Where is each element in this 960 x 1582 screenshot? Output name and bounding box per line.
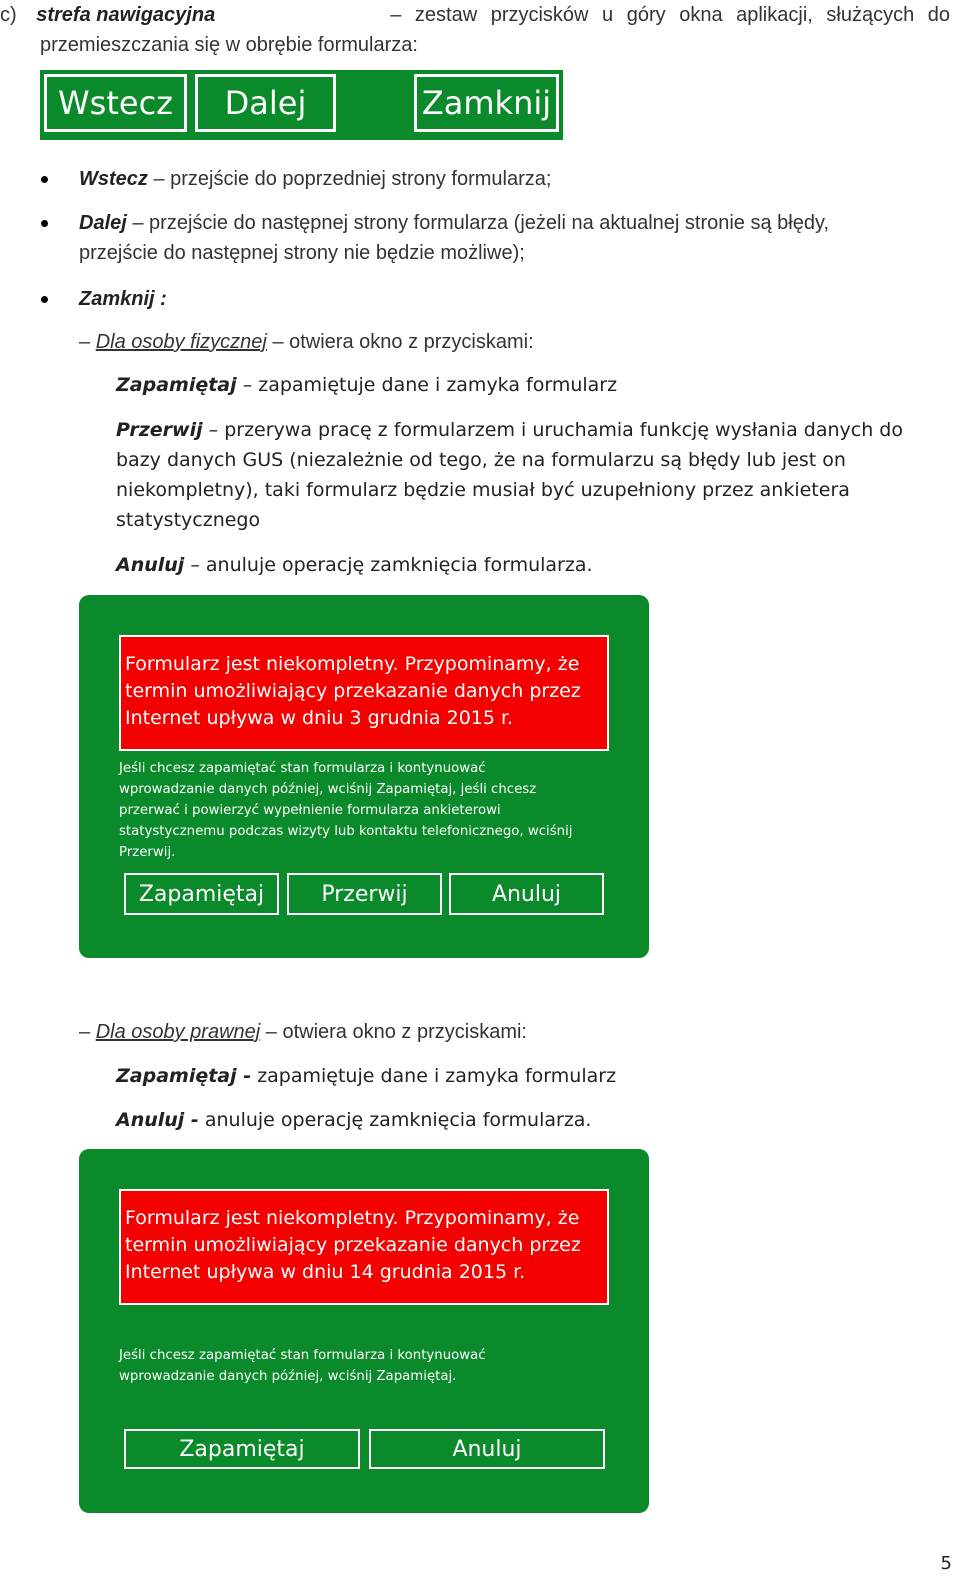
option-term: Zapamiętaj - <box>116 1065 252 1087</box>
back-button[interactable]: Wstecz <box>44 74 187 132</box>
option-interrupt <box>116 415 903 445</box>
option-term: Anuluj <box>116 554 185 576</box>
dialog-info: Jeśli chcesz zapamiętać stan formularza i kontynuować wprowadzanie danych później, wciśnij Zapamiętaj, jeśli chcesz przerwać i powierzyć wypełnienie formularza ankieterowi statystycznemu podczas wizyty lub kontaktu telefonicznego, wciśnij Przerwij. <box>119 761 573 860</box>
dialog-legal-person <box>79 1149 649 1513</box>
save-button[interactable]: Zapamiętaj <box>124 873 279 915</box>
dash: – <box>79 331 91 353</box>
cancel-button[interactable]: Anuluj <box>449 873 604 915</box>
bullet-term: Dalej <box>79 212 127 234</box>
interrupt-button[interactable]: Przerwij <box>287 873 442 915</box>
option-text-cont: niekompletny), taki formularz będzie musiał być uzupełniony przez ankietera <box>116 479 850 501</box>
section-line1-rest: – zestaw przycisków u góry okna aplikacji, służących do <box>390 4 950 26</box>
page-number: 5 <box>940 1553 952 1574</box>
bullet-text: – przejście do następnej strony formularza (jeżeli na aktualnej stronie są błędy, <box>132 212 830 234</box>
bullet-text: – przejście do poprzedniej strony formularza; <box>153 168 552 190</box>
section-c-heading <box>0 0 960 30</box>
option-text: zapamiętuje dane i zamyka formularz <box>257 1065 617 1087</box>
cancel-button[interactable]: Anuluj <box>369 1429 605 1469</box>
bullet-next <box>79 208 829 238</box>
option-text: – zapamiętuje dane i zamyka formularz <box>242 374 618 396</box>
natural-person-rest: – otwiera okno z przyciskami: <box>272 331 534 353</box>
legal-person-link: Dla osoby prawnej <box>95 1021 261 1043</box>
legal-person-line <box>79 1017 527 1047</box>
dialog-info: Jeśli chcesz zapamiętać stan formularza i kontynuować wprowadzanie danych później, wciśnij Zapamiętaj. <box>119 1348 486 1384</box>
dialog-natural-person <box>79 595 649 958</box>
section-line2: przemieszczania się w obrębie formularza: <box>40 34 418 56</box>
bullet-close: Zamknij : <box>79 288 167 310</box>
legal-person-rest: – otwiera okno z przyciskami: <box>265 1021 527 1043</box>
option-term: Zapamiętaj <box>116 374 237 396</box>
section-marker: c) <box>0 4 17 26</box>
natural-person-link: Dla osoby fizycznej <box>95 331 267 353</box>
section-term: strefa nawigacyjna <box>36 4 216 26</box>
bullet-text-cont: przejście do następnej strony nie będzie możliwe); <box>79 242 525 264</box>
option-text: – anuluje operację zamknięcia formularza. <box>190 554 593 576</box>
natural-person-line <box>79 327 534 357</box>
bullet-icon <box>41 220 48 227</box>
bullet-term: Wstecz <box>79 168 148 190</box>
navigation-bar-image <box>40 70 563 140</box>
save-button[interactable]: Zapamiętaj <box>124 1429 360 1469</box>
option-save <box>116 1061 616 1091</box>
bullet-icon <box>41 296 48 303</box>
option-term: Anuluj - <box>116 1109 199 1131</box>
option-save <box>116 370 617 400</box>
close-button[interactable]: Zamknij <box>414 74 559 132</box>
option-text-cont: statystycznego <box>116 509 261 531</box>
bullet-icon <box>41 176 48 183</box>
bullet-back <box>79 164 551 194</box>
incomplete-warning: Formularz jest niekompletny. Przypominamy, że termin umożliwiający przekazanie danych przez Internet upływa w dniu 3 grudnia 2015 r. <box>119 635 609 751</box>
option-cancel <box>116 550 593 580</box>
next-button[interactable]: Dalej <box>195 74 336 132</box>
option-text: – przerywa pracę z formularzem i uruchamia funkcję wysłania danych do <box>208 419 903 441</box>
option-cancel <box>116 1105 591 1135</box>
option-text: anuluje operację zamknięcia formularza. <box>204 1109 592 1131</box>
option-text-cont: bazy danych GUS (niezależnie od tego, że na formularzu są błędy lub jest on <box>116 449 846 471</box>
incomplete-warning: Formularz jest niekompletny. Przypominamy, że termin umożliwiający przekazanie danych przez Internet upływa w dniu 14 grudnia 2015 r. <box>119 1189 609 1305</box>
dash: – <box>79 1021 91 1043</box>
option-term: Przerwij <box>116 419 203 441</box>
